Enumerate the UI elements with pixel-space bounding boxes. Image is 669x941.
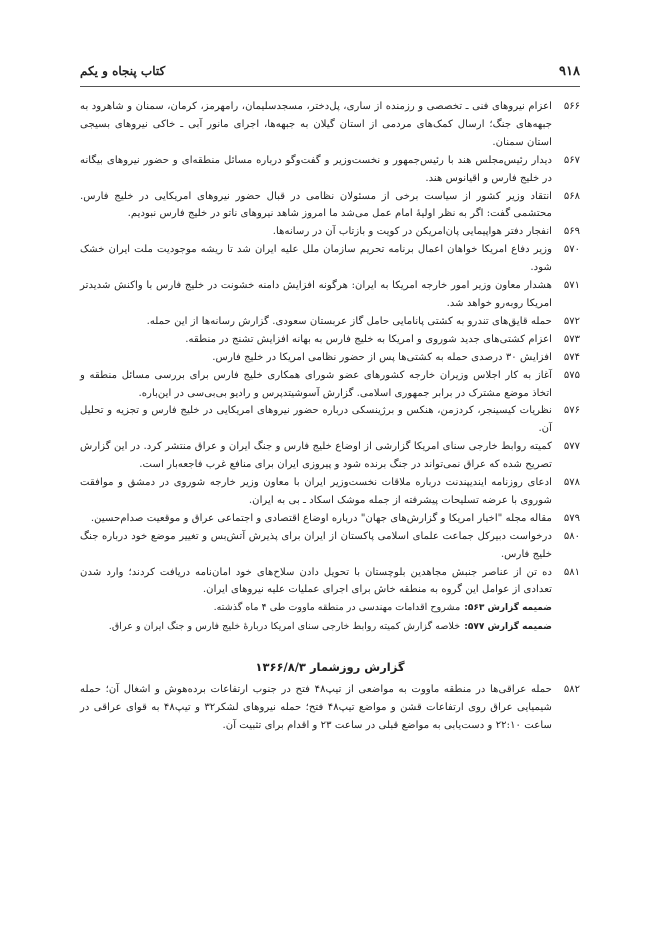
item-text: افزایش ۳۰ درصدی حمله به کشتی‌ها پس از حضور نظامی امریکا در خلیج فارس. <box>212 351 552 363</box>
page-header <box>80 62 580 87</box>
report-item <box>80 313 580 331</box>
item-text: حمله عراقی‌ها در منطقه ماووت به مواضعی از تیپ۴۸ فتح در جنوب ارتفاعات برده‌هوش و اشغال آن؛ حمله شیمیایی عراق روی ارتفاعات قشن و مواضع تیپ۴۸ فتح؛ حمله نیروهای لشکر۳۲ و تیپ۴۸ به قوای عراقی در ساعت ۲۲:۱۰ و دست‌یابی به مواضع قبلی در ساعت ۲۳ و اقدام برای تثبیت آن. <box>80 684 552 731</box>
item-number: ۵۶۸ <box>563 190 580 202</box>
item-text: هشدار معاون وزیر امور خارجه امریکا به ایران: هرگونه افزایش دامنه خشونت در خلیج فارس با واکنش شدیدتر امریکا روبه‌رو خواهد شد. <box>80 280 552 309</box>
item-number: ۵۷۲ <box>563 315 580 327</box>
report-item <box>80 367 580 403</box>
report-item <box>80 223 580 241</box>
item-number: ۵۷۹ <box>563 512 580 524</box>
item-number: ۵۷۳ <box>563 333 580 345</box>
appendix-label: ضمیمه گزارش ۵۶۳: <box>464 603 552 614</box>
item-number: ۵۸۱ <box>563 566 580 578</box>
report-item <box>80 438 580 474</box>
item-number: ۵۸۲ <box>563 684 580 696</box>
appendix-label: ضمیمه گزارش ۵۷۷: <box>464 622 552 633</box>
book-title: کتاب پنجاه و یکم <box>80 64 166 78</box>
item-number: ۵۷۸ <box>563 477 580 489</box>
report-item <box>80 241 580 277</box>
appendix-list <box>80 599 580 637</box>
report-item <box>80 188 580 224</box>
report-item <box>80 98 580 152</box>
item-text: ده تن از عناصر جنبش مجاهدین بلوچستان با تحویل دادن سلاح‌های خود امان‌نامه دریافت کردند؛ وارد شدن تعدادی از عوامل این گروه به منطقه خاش برای اجرای عملیات علیه نیروهای ایران. <box>80 566 552 596</box>
section-items-list <box>80 681 580 735</box>
item-text: دیدار رئیس‌مجلس هند با رئیس‌جمهور و نخست‌وزیر و گفت‌وگو درباره مسائل منطقه‌ای و حضور نیروهای بیگانه در خلیج فارس و اقیانوس هند. <box>80 154 552 184</box>
report-item <box>80 152 580 188</box>
item-text: آغاز به کار اجلاس وزیران خارجه کشورهای عضو شورای همکاری خلیج فارس برای بررسی مسائل منطقه و اتخاذ موضع مشترک در برابر جمهوری اسلامی. گزارش آسوشیتدپرس و رادیو بی‌بی‌سی در این‌باره. <box>80 369 552 399</box>
report-items-list <box>80 98 580 599</box>
report-item <box>80 474 580 510</box>
item-number: ۵۸۰ <box>563 530 580 542</box>
report-item <box>80 528 580 564</box>
item-text: نظریات کیسینجر، کردزمن، هنکس و برژینسکی درباره حضور نیروهای امریکایی در خلیج فارس و تجزیه و تحلیل آن. <box>80 405 552 435</box>
section-title: گزارش روزشمار ۱۳۶۶/۸/۳ <box>255 660 405 675</box>
page-number: ۹۱۸ <box>559 64 580 79</box>
report-item <box>80 681 580 735</box>
item-number: ۵۶۹ <box>563 226 580 238</box>
item-text: وزیر دفاع امریکا خواهان اعمال برنامه تحریم سازمان ملل علیه ایران شد تا ریشه موجودیت ملت ایران خشک شود. <box>80 244 552 274</box>
item-number: ۵۶۷ <box>563 154 580 166</box>
item-number: ۵۷۱ <box>563 280 580 292</box>
item-text: انفجار دفتر هواپیمایی پان‌امریکن در کویت و بازتاب آن در رسانه‌ها. <box>272 226 552 238</box>
item-number: ۵۷۴ <box>563 351 580 363</box>
report-item <box>80 349 580 367</box>
report-item <box>80 510 580 528</box>
item-text: اعزام کشتی‌های جدید شوروی و امریکا به خلیج فارس به بهانه افزایش تشنج در منطقه. <box>185 333 552 345</box>
appendix-text: خلاصه گزارش کمیته روابط خارجی سنای امریکا دربارهٔ خلیج فارس و جنگ ایران و عراق. <box>108 621 461 633</box>
item-text: مقاله مجله "اخبار امریکا و گزارش‌های جهان" درباره اوضاع اقتصادی و اجتماعی عراق و موقعیت صدام‌حسین. <box>90 512 552 524</box>
item-number: ۵۷۶ <box>563 405 580 417</box>
report-item <box>80 277 580 313</box>
appendix-text: مشروح اقدامات مهندسی در منطقه ماووت طی ۴ ماه گذشته. <box>213 602 461 614</box>
item-number: ۵۷۷ <box>563 441 580 453</box>
report-content <box>80 98 580 735</box>
item-text: حمله قایق‌های تندرو به کشتی پانامایی حامل گاز عربستان سعودی. گزارش رسانه‌ها از این حمله. <box>146 315 552 327</box>
appendix-note <box>80 599 580 618</box>
item-number: ۵۶۶ <box>563 101 580 112</box>
appendix-note <box>80 618 580 637</box>
item-number: ۵۷۰ <box>563 244 580 256</box>
item-text: کمیته روابط خارجی سنای امریکا گزارشی از اوضاع خلیج فارس و جنگ ایران و عراق منتشر کرد. در این گزارش تصریح شده که عراق نمی‌تواند در جنگ برنده شود و پیروزی ایران برای منافع غرب فاجعه‌بار است. <box>80 441 552 471</box>
item-text: درخواست دبیرکل جماعت علمای اسلامی پاکستان از ایران برای پذیرش آتش‌بس و تغییر موضع خود درباره جنگ خلیج فارس. <box>80 530 552 560</box>
item-text: انتقاد وزیر کشور از سیاست برخی از مسئولان نظامی در قبال حضور نیروهای امریکایی در خلیج فارس. محتشمی گفت: اگر به نظر اولیهٔ امام عمل می‌شد ما امروز شاهد نیروهای ناتو در خلیج فارس نبودیم. <box>80 190 552 220</box>
item-number: ۵۷۵ <box>563 369 580 381</box>
report-item <box>80 402 580 438</box>
item-text: اعزام نیروهای فنی ـ تخصصی و رزمنده از ساری، پل‌دختر، مسجدسلیمان، رامهرمز، کرمان، سمنان و شاهرود به جبهه‌های جنگ؛ ارسال کمک‌های مردمی از استان گیلان به جبهه‌ها، اجرای مانور آبی ـ خاکی نیروهای بسیجی استان سمنان. <box>80 101 552 148</box>
report-item <box>80 564 580 600</box>
report-item <box>80 331 580 349</box>
item-text: ادعای روزنامه ایندیپندنت درباره ملاقات نخست‌وزیر ایران با معاون وزیر خارجه شوروی در دمشق و موافقت شوروی با عرضه تسلیحات پیشرفته از جمله موشک اسکاد ـ بی به ایران. <box>80 477 552 506</box>
